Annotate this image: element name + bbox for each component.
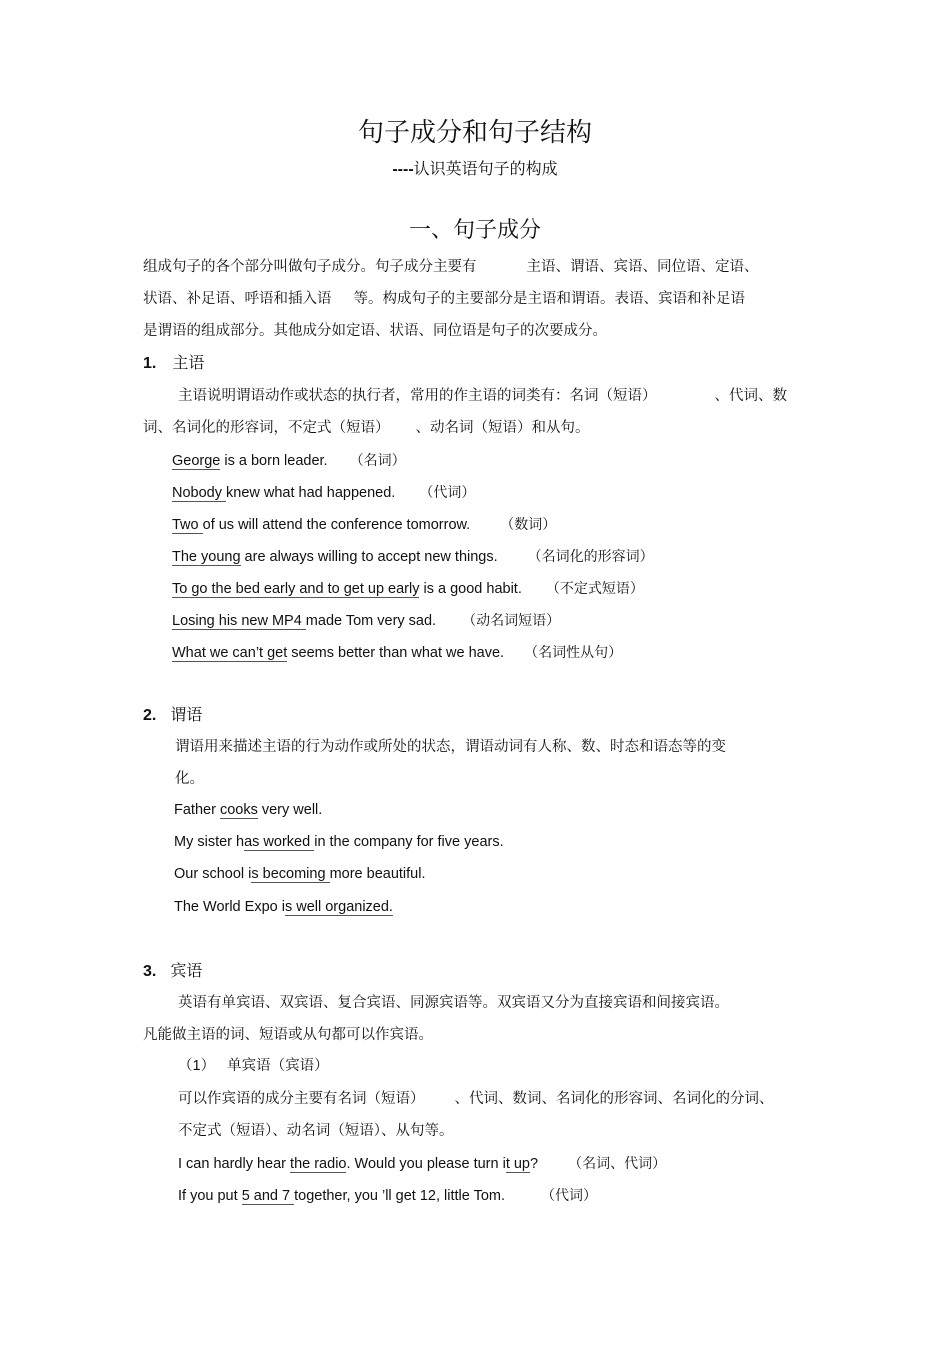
subject-desc-1a: 主语说明谓语动作或状态的执行者，常用的作主语的词类有：名词（短语） <box>178 388 657 404</box>
subject-desc-2a: 词、名词化的形容词，不定式（短语） <box>143 420 390 436</box>
subject-label: 主语 <box>172 353 205 372</box>
subject-desc-2 <box>143 416 590 437</box>
predicate-example <box>174 802 322 818</box>
subject-example <box>172 642 622 662</box>
subject-desc-2b: 、动名词（短语）和从句。 <box>415 420 590 436</box>
subject-num: 1. <box>143 355 157 372</box>
object-sub-num: （1） <box>178 1058 216 1074</box>
example-post: very well. <box>257 802 323 818</box>
object-desc-2: 凡能做主语的词、短语或从句都可以作宾语。 <box>143 1027 433 1043</box>
example-rest: are always willing to accept new things. <box>240 549 498 565</box>
subject-example <box>172 578 644 598</box>
example-note: （名词） <box>349 453 406 469</box>
predicate-example <box>174 834 504 850</box>
example-note: （代词） <box>419 485 476 501</box>
intro-line-2 <box>143 287 745 308</box>
intro-line-1a: 组成句子的各个部分叫做句子成分。句子成分主要有 <box>143 259 477 275</box>
example-object: t up <box>505 1156 530 1172</box>
predicate-heading <box>143 702 202 725</box>
subject-example <box>172 482 475 502</box>
example-note: （代词） <box>541 1188 598 1204</box>
example-subject: The young <box>172 549 241 565</box>
intro-line-1 <box>143 255 759 276</box>
example-subject: Losing his new MP4 <box>172 613 306 629</box>
example-subject: To go the bed early and to get up early <box>172 581 420 597</box>
intro-line-3: 是谓语的组成部分。其他成分如定语、状语、同位语是句子的次要成分。 <box>143 323 607 339</box>
example-pre: Our school i <box>174 866 252 882</box>
predicate-desc-1: 谓语用来描述主语的行为动作或所处的状态，谓语动词有人称、数、时态和语态等的变 <box>175 739 726 755</box>
example-rest: is a born leader. <box>220 453 328 469</box>
example-pre: The World Expo i <box>174 899 285 915</box>
object-sub-label: 单宾语（宾语） <box>227 1058 329 1074</box>
example-rest: seems better than what we have. <box>287 645 505 661</box>
example-predicate: s well organized. <box>284 899 393 915</box>
subject-example <box>172 546 654 566</box>
example-rest: is a good habit. <box>419 581 522 597</box>
subject-desc-1b: 、代词、数 <box>714 388 787 404</box>
example-subject: Two <box>172 517 203 533</box>
example-rest: made Tom very sad. <box>305 613 437 629</box>
example-predicate: as worked <box>244 834 315 850</box>
subject-example <box>172 610 560 630</box>
subtitle-text: 认识英语句子的构成 <box>413 159 558 178</box>
example-pre: My sister h <box>174 834 245 850</box>
example-rest: of us will attend the conference tomorrow. <box>202 517 471 533</box>
subject-example <box>172 514 556 534</box>
example-part: I can hardly hear <box>178 1156 291 1172</box>
example-part: . Would you please turn i <box>346 1156 506 1172</box>
object-sub-desc-1b: 、代词、数词、名词化的形容词、名词化的分词、 <box>454 1091 774 1107</box>
example-note: （名词性从句） <box>524 645 623 661</box>
example-part: If you put <box>178 1188 242 1204</box>
example-post: in the company for five years. <box>314 834 504 850</box>
object-example <box>178 1153 666 1173</box>
object-num: 3. <box>143 963 157 980</box>
example-note: （动名词短语） <box>462 613 561 629</box>
predicate-example <box>174 899 393 915</box>
intro-line-1b: 主语、谓语、宾语、同位语、定语、 <box>526 259 759 275</box>
object-sub-heading <box>178 1054 329 1075</box>
page-title: 句子成分和句子结构 <box>357 118 592 148</box>
example-note: （名词、代词） <box>568 1156 667 1172</box>
object-sub-desc-1a: 可以作宾语的成分主要有名词（短语） <box>178 1091 425 1107</box>
example-note: （名词化的形容词） <box>527 549 654 565</box>
intro-line-2b: 等。构成句子的主要部分是主语和谓语。表语、宾语和补足语 <box>353 291 745 307</box>
object-sub-desc-1 <box>178 1087 774 1108</box>
example-post: more beautiful. <box>329 866 426 882</box>
example-object: the radio <box>290 1156 347 1172</box>
subtitle-dashes: ---- <box>392 161 414 178</box>
example-subject: What we can’t get <box>172 645 288 661</box>
example-predicate: s becoming <box>251 866 330 882</box>
example-rest: knew what had happened. <box>226 485 396 501</box>
predicate-num: 2. <box>143 707 157 724</box>
example-subject: Nobody <box>172 485 227 501</box>
example-note: （不定式短语） <box>545 581 644 597</box>
section-heading: 一、句子成分 <box>408 218 541 243</box>
predicate-label: 谓语 <box>170 705 203 724</box>
example-pre: Father <box>174 802 220 818</box>
predicate-desc-2: 化。 <box>175 771 204 787</box>
example-object: 5 and 7 <box>241 1188 295 1204</box>
object-desc-1: 英语有单宾语、双宾语、复合宾语、同源宾语等。双宾语又分为直接宾语和间接宾语。 <box>178 995 729 1011</box>
example-part: together, you ’ll get 12, little Tom. <box>294 1188 506 1204</box>
object-label: 宾语 <box>170 961 203 980</box>
object-example <box>178 1185 597 1205</box>
subject-heading <box>143 350 204 373</box>
example-predicate: cooks <box>219 802 258 818</box>
page-subtitle <box>0 156 950 179</box>
subject-example <box>172 450 406 470</box>
subject-desc-1 <box>178 384 787 405</box>
example-note: （数词） <box>500 517 557 533</box>
intro-line-2a: 状语、补足语、呼语和插入语 <box>143 291 332 307</box>
example-subject: George <box>172 453 221 469</box>
example-part: ? <box>530 1156 539 1172</box>
predicate-example <box>174 866 425 882</box>
object-sub-desc-2: 不定式（短语）、动名词（短语）、从句等。 <box>178 1123 454 1139</box>
object-heading <box>143 958 202 981</box>
